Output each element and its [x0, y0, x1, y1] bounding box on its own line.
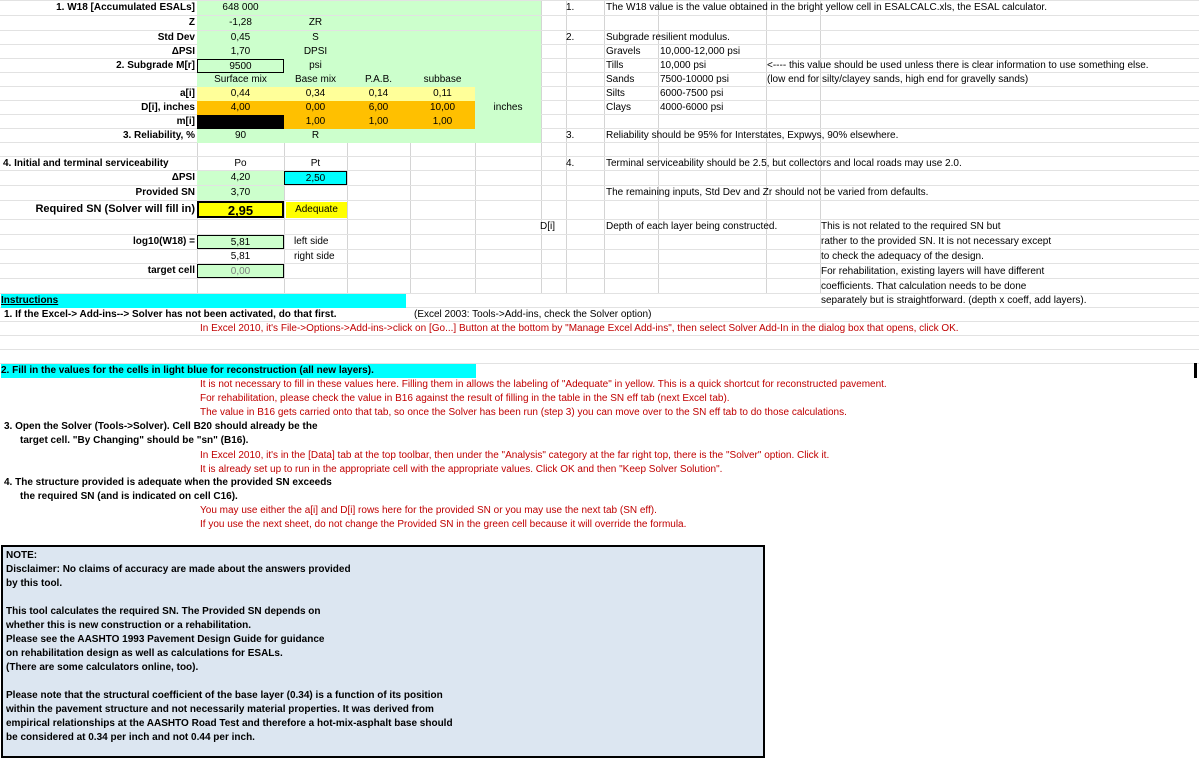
side-note-5: coefficients. That calculation needs to be done	[821, 281, 1027, 292]
delta-psi-green-band	[347, 45, 541, 59]
required-sn-label: Required SN (Solver will fill in)	[35, 203, 195, 215]
log-left-cell[interactable]: 5,81	[197, 235, 284, 249]
di-marker: D[i]	[540, 221, 555, 232]
soil-clays-value: 4000-6000 psi	[660, 102, 724, 113]
note-line: on rehabilitation design as well as calculations for ESALs.	[6, 648, 283, 659]
di-base-cell[interactable]: 0,00	[284, 101, 347, 115]
delta-psi-value-cell[interactable]: 1,70	[197, 45, 284, 59]
ai-surface-cell[interactable]: 0,44	[197, 87, 284, 101]
pt-header: Pt	[310, 158, 321, 169]
col-base-mix: Base mix	[284, 73, 347, 87]
di-surface-cell[interactable]: 4,00	[197, 101, 284, 115]
serviceability-note: Terminal serviceability should be 2.5, but collectors and local roads may use 2.0.	[606, 158, 962, 169]
step2-note-3: The value in B16 gets carried onto that tab, so once the Solver has been run (step 3) you can move over to the SN eff tab to do those calculations.	[200, 407, 847, 418]
note-line: Disclaimer: No claims of accuracy are made about the answers provided	[6, 564, 351, 575]
note-number-4: 4.	[566, 158, 575, 169]
note-number-3: 3.	[566, 130, 575, 141]
r-tag: R	[284, 129, 347, 143]
mi-pab-cell[interactable]: 1,00	[347, 115, 410, 129]
po-value-cell[interactable]: 4,20	[197, 171, 284, 185]
disclaimer-note-box	[1, 545, 765, 758]
w18-value-cell[interactable]: 648 000	[197, 1, 284, 15]
sands-paren-note: (low end for silty/clayey sands, high end for gravelly sands)	[767, 74, 1029, 85]
side-note-3: to check the adequacy of the design.	[821, 251, 984, 262]
step4-line-1: 4. The structure provided is adequate when the provided SN exceeds	[4, 477, 332, 488]
ai-subbase-cell[interactable]: 0,11	[410, 87, 475, 101]
col-subbase: subbase	[410, 73, 475, 87]
step2-note-1: It is not necessary to fill in these values here. Filling them in allows the labeling of "Adequate" in yellow. This is a quick shortcut for reconstructed pavement.	[200, 379, 887, 390]
subgrade-note: Subgrade resilient modulus.	[606, 32, 730, 43]
std-dev-green-band	[347, 31, 541, 45]
depth-note: Depth of each layer being constructed.	[606, 221, 778, 232]
mi-surface-blacked-cell	[197, 115, 284, 129]
pt-value-cell[interactable]: 2,50	[284, 171, 347, 185]
ai-green-band	[475, 87, 541, 101]
side-note-1: This is not related to the required SN but	[821, 221, 1001, 232]
note-line: empirical relationships at the AASHTO Road Test and therefore a hot-mix-asphalt base should	[6, 718, 453, 729]
delta-psi-label: ΔPSI	[171, 46, 195, 57]
required-sn-cell[interactable]: 2,95	[197, 201, 284, 218]
step1-excel2010-note: In Excel 2010, it's File->Options->Add-ins->click on [Go...] Button at the bottom by "Manage Excel Add-ins", then select Solver Add-In in the dialog box that opens, click OK.	[200, 323, 959, 334]
adequate-badge: Adequate	[286, 202, 347, 218]
di-pab-cell[interactable]: 6,00	[347, 101, 410, 115]
std-dev-value-cell[interactable]: 0,45	[197, 31, 284, 45]
step2-text: 2. Fill in the values for the cells in light blue for reconstruction (all new layers).	[1, 364, 476, 378]
defaults-note: The remaining inputs, Std Dev and Zr should not be varied from defaults.	[606, 187, 929, 198]
note-line: by this tool.	[6, 578, 63, 589]
w18-note: The W18 value is the value obtained in the bright yellow cell in ESALCALC.xls, the ESAL calculator.	[606, 2, 1047, 13]
z-label: Z	[188, 17, 195, 28]
text-cursor-icon	[1194, 363, 1197, 378]
soil-sands-value: 7500-10000 psi	[660, 74, 729, 85]
soil-gravels: Gravels	[606, 46, 641, 57]
note-line	[6, 591, 760, 605]
step3-note-1: In Excel 2010, it's in the [Data] tab at the top toolbar, then under the "Analysis" category at the far right top, there is the "Solver" option. Click it.	[200, 450, 830, 461]
note-line: within the pavement structure and not necessarily material properties. It was derived from	[6, 704, 434, 715]
log-w18-label: log10(W18) =	[133, 236, 195, 247]
subgrade-value-cell[interactable]: 9500	[197, 59, 284, 73]
po-header: Po	[234, 158, 247, 169]
z-green-band	[347, 16, 541, 30]
subgrade-label: 2. Subgrade M[r]	[116, 60, 195, 71]
note-line: This tool calculates the required SN. The Provided SN depends on	[6, 606, 321, 617]
z-value-cell[interactable]: -1,28	[197, 16, 284, 30]
instructions-heading: Instructions	[1, 294, 406, 308]
log-right-cell[interactable]: 5,81	[230, 251, 251, 262]
dpsi-tag: DPSI	[284, 45, 347, 59]
col-pab: P.A.B.	[347, 73, 410, 87]
note-line	[6, 675, 760, 689]
step4-note-2: If you use the next sheet, do not change the Provided SN in the green cell because it will override the formula.	[200, 519, 687, 530]
reliability-note: Reliability should be 95% for Interstates, Expwys, 90% elsewhere.	[606, 130, 899, 141]
step4-note-1: You may use either the a[i] and D[i] rows here for the provided SN or you may use the next tab (SN eff).	[200, 505, 657, 516]
left-side-label: left side	[294, 236, 329, 247]
soil-clays: Clays	[606, 102, 632, 113]
soil-tills-value: 10,000 psi	[660, 60, 707, 71]
zr-tag: ZR	[284, 16, 347, 30]
mi-green-band	[475, 115, 541, 129]
di-subbase-cell[interactable]: 10,00	[410, 101, 475, 115]
note-line: whether this is new construction or a rehabilitation.	[6, 620, 252, 631]
col-surface-mix: Surface mix	[197, 73, 284, 87]
di-label: D[i], inches	[141, 102, 195, 113]
w18-label: 1. W18 [Accumulated ESALs]	[56, 2, 195, 13]
step3-line-1: 3. Open the Solver (Tools->Solver). Cell B20 should already be the	[4, 421, 318, 432]
provided-sn-label: Provided SN	[135, 187, 195, 198]
right-side-label: right side	[294, 251, 335, 262]
soil-sands: Sands	[606, 74, 635, 85]
reliability-label: 3. Reliability, %	[122, 130, 195, 141]
step1-excel2003-note: (Excel 2003: Tools->Add-ins, check the Solver option)	[414, 309, 652, 320]
step1-text: 1. If the Excel-> Add-ins--> Solver has not been activated, do that first.	[4, 309, 337, 320]
soil-silts-value: 6000-7500 psi	[660, 88, 724, 99]
s-tag: S	[284, 31, 347, 45]
mi-base-cell[interactable]: 1,00	[284, 115, 347, 129]
cols-green-band	[475, 73, 541, 87]
reliability-value-cell[interactable]: 90	[197, 129, 284, 143]
psi-tag: psi	[284, 59, 347, 73]
mi-label: m[i]	[176, 116, 195, 127]
subgrade-green-band	[347, 59, 541, 73]
serviceability-label: 4. Initial and terminal serviceability	[3, 158, 169, 169]
target-cell-label: target cell	[147, 265, 195, 276]
ai-pab-cell[interactable]: 0,14	[347, 87, 410, 101]
soil-silts: Silts	[606, 88, 625, 99]
ai-base-cell[interactable]: 0,34	[284, 87, 347, 101]
w18-green-band	[284, 1, 541, 15]
mi-subbase-cell[interactable]: 1,00	[410, 115, 475, 129]
side-note-6: separately but is straightforward. (depth x coeff, add layers).	[821, 295, 1087, 306]
note-line: Please see the AASHTO 1993 Pavement Design Guide for guidance	[6, 634, 325, 645]
delta-psi2-label: ΔPSI	[171, 172, 195, 183]
note-line: be considered at 0.34 per inch and not 0.44 per inch.	[6, 732, 255, 743]
step4-line-2: the required SN (and is indicated on cell C16).	[20, 491, 238, 502]
target-cell[interactable]: 0,00	[197, 264, 284, 278]
note-line: NOTE:	[6, 550, 38, 561]
note-line: (There are some calculators online, too).	[6, 662, 199, 673]
soil-tills: Tills	[606, 60, 624, 71]
soil-gravels-value: 10,000-12,000 psi	[660, 46, 741, 57]
provided-sn-cell[interactable]: 3,70	[197, 186, 284, 200]
side-note-2: rather to the provided SN. It is not necessary except	[821, 236, 1052, 247]
di-unit: inches	[475, 101, 541, 115]
side-note-4: For rehabilitation, existing layers will have different	[821, 266, 1045, 277]
note-number-1: 1.	[566, 2, 575, 13]
std-dev-label: Std Dev	[157, 32, 195, 43]
subgrade-arrow-note: <---- this value should be used unless there is clear information to use something else.	[767, 60, 1149, 71]
note-number-2: 2.	[566, 32, 575, 43]
reliability-green-band	[347, 129, 541, 143]
step3-note-2: It is already set up to run in the appropriate cell with the appropriate values. Click OK and then "Keep Solver Solution".	[200, 464, 723, 475]
ai-label: a[i]	[180, 88, 195, 99]
step2-note-2: For rehabilitation, please check the value in B16 against the result of filling in the table in the SN eff tab (next Excel tab).	[200, 393, 730, 404]
step3-line-2: target cell. "By Changing" should be "sn" (B16).	[20, 435, 249, 446]
note-line: Please note that the structural coefficient of the base layer (0.34) is a function of its position	[6, 690, 443, 701]
